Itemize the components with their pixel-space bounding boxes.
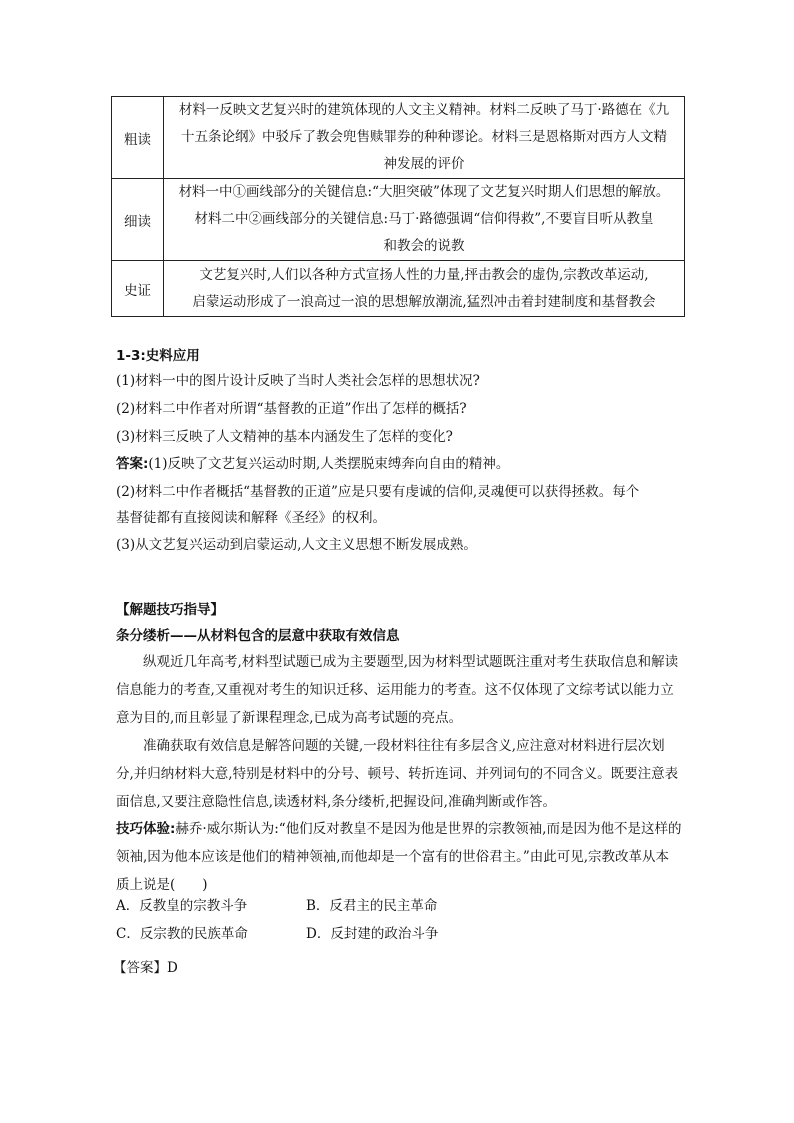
table-line: 十五条论纲》中驳斥了教会兜售赎罪券的种种谬论。材料三是恩格斯对西方人文精 <box>181 129 667 145</box>
option-c: C．反宗教的民族革命 <box>116 926 248 942</box>
question-1: (1)材料一中的图片设计反映了当时人类社会怎样的思想状况? <box>116 373 480 389</box>
answer-label: 答案: <box>116 456 149 472</box>
paragraph-2 <box>116 732 682 816</box>
exercise-label: 技巧体验: <box>116 821 176 837</box>
table-line: 材料一反映文艺复兴时的建筑体现的人文主义精神。材料二反映了马丁·路德在《九 <box>178 102 670 118</box>
table-line: 材料二中②画线部分的关键信息:马丁·路德强调“信仰得救”,不要盲目听从教皇 <box>194 211 654 227</box>
reading-table <box>111 96 685 317</box>
option-d: D．反封建的政治斗争 <box>306 926 439 942</box>
option-a: A．反教皇的宗教斗争 <box>116 898 248 914</box>
final-answer: 【答案】D <box>113 960 178 976</box>
answer-2-line-2: 基督徒都有直接阅读和解释《圣经》的权利。 <box>116 510 386 526</box>
row-head-historical-evidence: 史证 <box>112 261 164 317</box>
answer-2-line-1: (2)材料二中作者概括“基督教的正道”应是只要有虔诚的信仰,灵魂便可以获得拯救。每个 <box>116 484 640 500</box>
answer-3: (3)从文艺复兴运动到启蒙运动,人文主义思想不断发展成熟。 <box>116 537 477 553</box>
question-2: (2)材料二中作者对所谓“基督教的正道”作出了怎样的概括? <box>116 401 467 417</box>
paragraph-1 <box>116 648 682 732</box>
table-row <box>112 261 685 317</box>
tips-heading: 【解题技巧指导】 <box>116 602 224 618</box>
row-head-rough-reading: 粗读 <box>112 97 164 179</box>
answer-1: (1)反映了文艺复兴运动时期,人类摆脱束缚奔向自由的精神。 <box>148 456 510 472</box>
row-content <box>164 97 685 179</box>
section-title: 1-3:史料应用 <box>116 348 200 364</box>
answer-line-1 <box>116 454 509 474</box>
table-line: 和教会的说教 <box>383 238 465 254</box>
table-row <box>112 97 685 179</box>
table-line: 文艺复兴时,人们以各种方式宣扬人性的力量,抨击教会的虚伪,宗教改革运动, <box>199 266 649 283</box>
row-content <box>164 179 685 261</box>
table-line: 神发展的评价 <box>383 156 465 172</box>
table-row <box>112 179 685 261</box>
row-head-close-reading: 细读 <box>112 179 164 261</box>
tips-subheading: 条分缕析——从材料包含的层意中获取有效信息 <box>116 628 400 644</box>
exercise <box>116 815 682 899</box>
table-line: 启蒙运动形成了一浪高过一浪的思想解放潮流,猛烈冲击着封建制度和基督教会 <box>192 293 656 310</box>
exercise-text: 赫乔·威尔斯认为:“他们反对教皇不是因为他是世界的宗教领袖,而是因为他不是这样的领袖,因为他本应该是他们的精神领袖,而他却是一个富有的世俗君主。”由此可见,宗教改革从本质上说是( ) <box>116 821 682 893</box>
question-3: (3)材料三反映了人文精神的基本内涵发生了怎样的变化? <box>116 429 453 445</box>
paragraph-2-text: 准确获取有效信息是解答问题的关键,一段材料往往有多层含义,应注意对材料进行层次划分,并归纳材料大意,特别是材料中的分号、顿号、转折连词、并列词句的不同含义。既要注意表面信息,又要注意隐性信息,读透材料,条分缕析,把握设问,准确判断或作答。 <box>116 738 679 810</box>
paragraph-1-text: 纵观近几年高考,材料型试题已成为主要题型,因为材料型试题既注重对考生获取信息和解读信息能力的考查,又重视对考生的知识迁移、运用能力的考查。这不仅体现了文综考试以能力立意为目的,而且彰显了新课程理念,已成为高考试题的亮点。 <box>116 654 679 726</box>
option-b: B．反君主的民主革命 <box>306 898 438 914</box>
row-content <box>164 261 685 317</box>
table-line: 材料一中①画线部分的关键信息:“大胆突破”体现了文艺复兴时期人们思想的解放。 <box>178 184 670 200</box>
